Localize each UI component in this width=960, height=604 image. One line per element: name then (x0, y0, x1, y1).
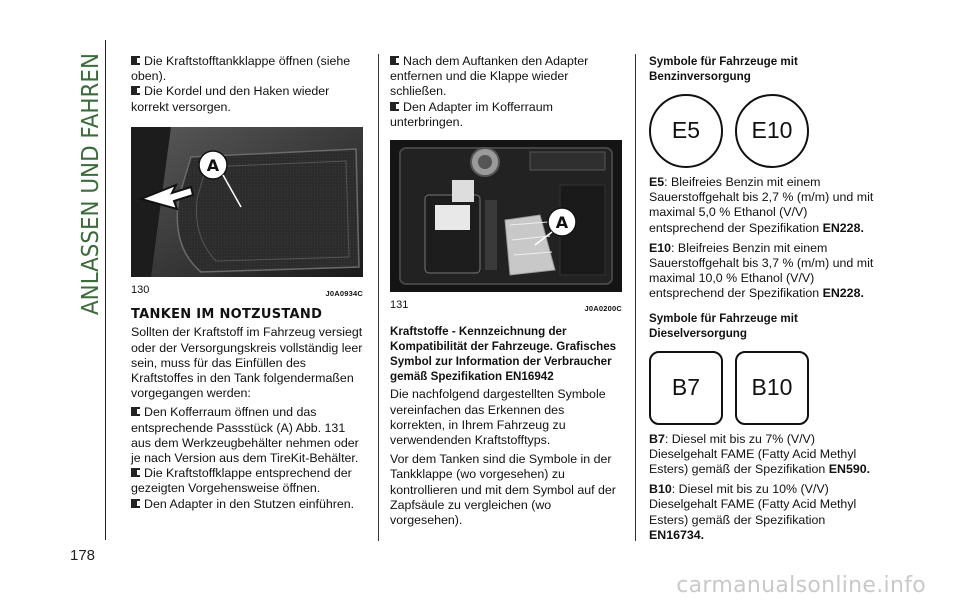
checkbox-bullet-icon (131, 468, 140, 477)
figure-131 (390, 140, 622, 316)
b7-fuel-symbol: B7 (649, 351, 723, 425)
checkbox-bullet-icon (131, 86, 140, 95)
trunk-tool-compartment-photo (390, 140, 622, 292)
bullet-item: Den Adapter im Kofferraum unterbringen. (390, 99, 553, 129)
figure-130 (131, 127, 363, 301)
checkbox-bullet-icon (131, 56, 140, 65)
column-2 (390, 54, 622, 528)
watermark[interactable]: carmanualsonline.info (676, 573, 926, 598)
column-divider (635, 54, 636, 541)
bullet-item: Die Kraftstoffklappe entsprechend der gezeigten Vorgehensweise öffnen. (131, 466, 352, 496)
bullet-item: Die Kordel und den Haken wieder korrekt versorgen. (131, 84, 330, 114)
checkbox-bullet-icon (390, 102, 399, 111)
trunk-panel-photo (131, 127, 363, 277)
chapter-title-text: ANLASSEN UND FAHREN (78, 50, 104, 315)
section-heading-diesel: Symbole für Fahrzeuge mit Dieselversorgung (649, 311, 798, 340)
body-paragraph: Die nachfolgend dargestellten Symbole vereinfachen das Erkennen des korrekten, in Ihrem Fahrzeug zu verwendenden Kraftstofftyps. (390, 387, 606, 448)
checkbox-bullet-icon (131, 407, 140, 416)
figure-number: 130 (131, 284, 150, 297)
b7-description: B7: Diesel mit bis zu 7% (V/V) Dieselgehalt FAME (Fatty Acid Methyl Esters) gemäß der Spezifikation EN590. (649, 431, 871, 477)
column-1 (131, 54, 363, 512)
page-number: 178 (70, 547, 96, 564)
chapter-side-title (60, 50, 110, 320)
section-heading-petrol: Symbole für Fahrzeuge mit Benzinversorgung (649, 55, 798, 83)
figure-code: J0A0934C (325, 289, 363, 299)
chapter-title-svg (60, 50, 110, 320)
e10-fuel-symbol: E10 (735, 94, 809, 168)
figure-label-a: A (555, 213, 569, 233)
bullet-item: Die Kraftstofftankklappe öffnen (siehe oben). (131, 54, 351, 84)
petrol-symbols (649, 94, 881, 168)
bullet-item: Den Adapter in den Stutzen einführen. (131, 497, 363, 512)
bullet-item: Nach dem Auftanken den Adapter entfernen und die Klappe wieder schließen. (390, 54, 589, 99)
checkbox-bullet-icon (390, 56, 399, 65)
e5-description: E5: Bleifreies Benzin mit einem Sauerstoffgehalt bis 2,7 % (m/m) und mit maximal 5,0 % Ethanol (V/V) entsprechend der Spezifikation EN228. (649, 175, 874, 235)
section-heading: TANKEN IM NOTZUSTAND (131, 307, 323, 323)
column-divider (378, 54, 379, 541)
body-paragraph: Vor dem Tanken sind die Symbole in der Tankklappe (wo vorgesehen) zu kontrollieren und mit dem Symbol auf der Zapfsäule zu vergleichen (wo vorgesehen). (390, 452, 616, 528)
figure-code: J0A0200C (584, 304, 622, 314)
section-heading: Kraftstoffe - Kennzeichnung der Kompatibilität der Fahrzeuge. Grafisches Symbol zur Information der Verbraucher gemäß Spezifikation EN16942 (390, 325, 617, 384)
b10-fuel-symbol: B10 (735, 351, 809, 425)
e5-fuel-symbol: E5 (649, 94, 723, 168)
b10-description: B10: Diesel mit bis zu 10% (V/V) Dieselgehalt FAME (Fatty Acid Methyl Esters) gemäß der Spezifikation EN16734. (649, 482, 857, 542)
column-3 (649, 54, 881, 543)
figure-number: 131 (390, 299, 409, 312)
side-rule (105, 40, 106, 540)
figure-caption (390, 298, 622, 316)
figure-caption (131, 283, 363, 301)
checkbox-bullet-icon (131, 499, 140, 508)
bullet-item: Den Kofferraum öffnen und das entsprechende Passstück (A) Abb. 131 aus dem Werkzeugbehälter nehmen oder je nach Version aus dem TireKit-Behälter. (131, 405, 359, 466)
figure-label-a: A (206, 155, 220, 175)
diesel-symbols (649, 351, 881, 425)
body-paragraph: Sollten der Kraftstoff im Fahrzeug versiegt oder der Versorgungskreis vollständig leer sein, muss für das Einfüllen des Kraftstoffes in den Tank folgendermaßen vorgegangen werden: (131, 325, 363, 401)
e10-description: E10: Bleifreies Benzin mit einem Sauerstoffgehalt bis 3,7 % (m/m) und mit maximal 10,0 % Ethanol (V/V) entsprechend der Spezifikation EN228. (649, 240, 874, 301)
